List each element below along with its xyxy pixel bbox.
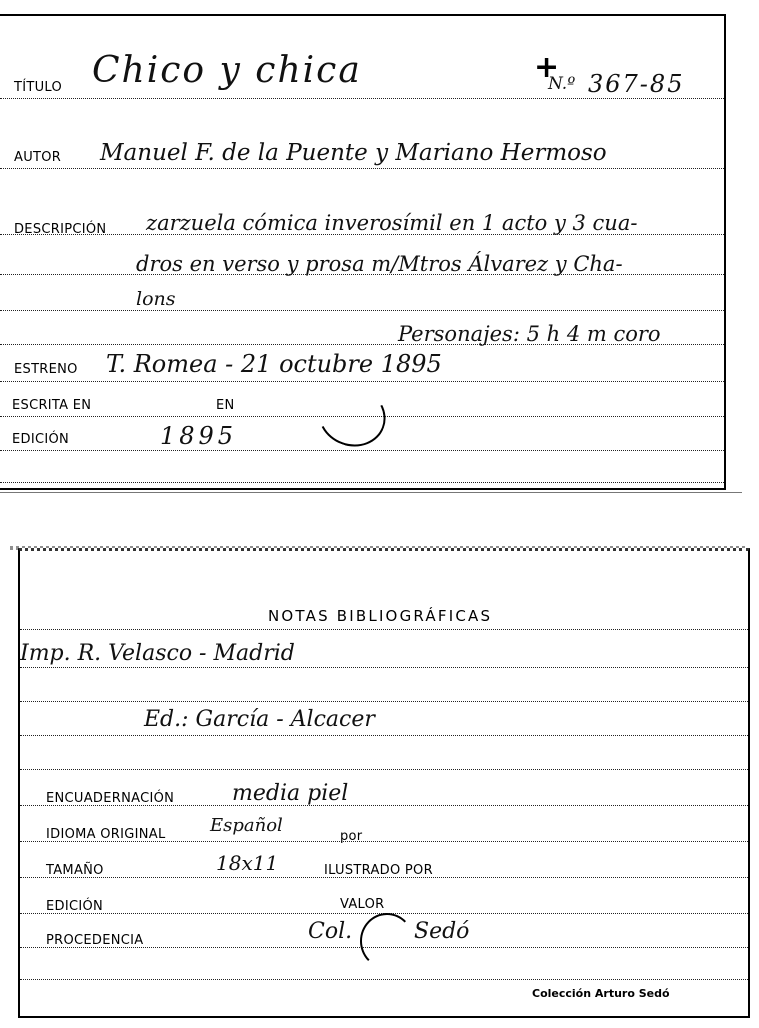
blank-rule [0,482,724,483]
encuadernacion-label: ENCUADERNACIÓN [46,791,175,806]
collection-credit: Colección Arturo Sedó [532,987,670,1000]
card-separator-line [0,492,742,493]
procedencia-label: PROCEDENCIA [46,933,144,948]
edicion-label: EDICIÓN [12,432,70,447]
estreno-value: T. Romea - 21 octubre 1895 [106,350,442,378]
encuadernacion-value: media piel [232,781,349,806]
descripcion-value-2: dros en verso y prosa m/Mtros Álvarez y Cha- [136,252,623,276]
notas-heading: NOTAS BIBLIOGRÁFICAS [268,607,493,625]
autor-label: AUTOR [14,150,62,165]
edicion-value: 1895 [160,422,238,450]
descripcion-value-1: zarzuela cómica inverosímil en 1 acto y 3 cua- [146,211,638,235]
procedencia-value-a: Col. [308,919,353,944]
titulo-value: Chico y chica [92,50,362,91]
numero-value: 367-85 [588,70,685,98]
idioma-value: Español [210,815,283,836]
ilustrado-label: ILUSTRADO POR [324,863,433,878]
estreno-rule [0,381,724,382]
tamano-label: TAMAÑO [46,863,104,878]
back-rule-3 [20,701,748,702]
titulo-rule [0,98,724,99]
descripcion-value-3: lons [136,288,176,310]
tamano-value: 18x11 [216,851,279,875]
edicion-rule [0,450,724,451]
catalog-card-front [0,14,726,490]
descripcion-label: DESCRIPCIÓN [14,222,107,237]
por-label: por [340,829,363,844]
escrita-en-label: ESCRITA EN [12,398,92,413]
estreno-label: ESTRENO [14,362,78,377]
back-rule-5 [20,769,748,770]
descripcion-rule-3 [0,310,724,311]
back-rule-1 [20,629,748,630]
back-rule-last [20,979,748,980]
notes-line-1: Imp. R. Velasco - Madrid [20,641,295,666]
en-label: EN [216,398,235,413]
procedencia-value-b: Sedó [414,919,470,944]
edicion-back-label: EDICIÓN [46,899,104,914]
idioma-label: IDIOMA ORIGINAL [46,827,166,842]
autor-value: Manuel F. de la Puente y Mariano Hermoso [100,140,607,166]
back-rule-4 [20,735,748,736]
catalog-card-back [18,548,750,1018]
stamp-circle-mark-2 [360,913,414,969]
titulo-label: TÍTULO [14,80,63,95]
valor-label: VALOR [340,897,385,912]
personajes-value: Personajes: 5 h 4 m coro [398,322,661,346]
stamp-circle-mark [310,376,394,456]
numero-prefix: N.º [548,74,576,94]
notes-line-2: Ed.: García - Alcacer [144,707,375,732]
cross-mark-icon: + [534,50,560,85]
back-rule-2 [20,667,748,668]
autor-rule [0,168,724,169]
